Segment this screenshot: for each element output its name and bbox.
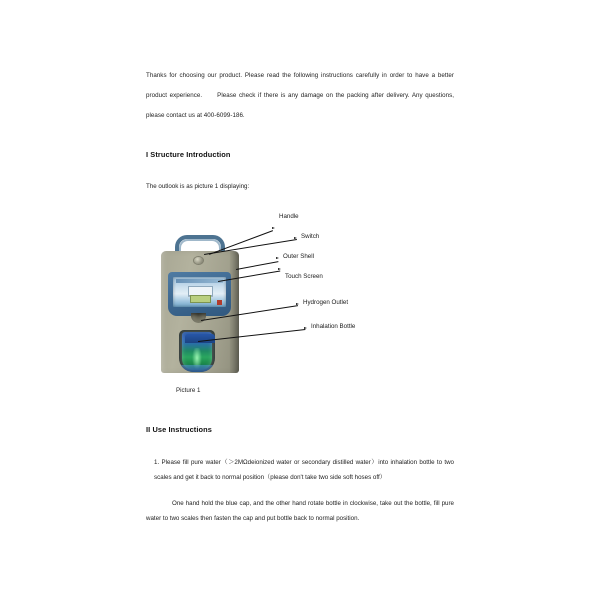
hydrogen-machine-illustration <box>161 235 239 373</box>
structure-lead-line: The outlook is as picture 1 displaying: <box>146 183 250 190</box>
figure-caption: Picture 1 <box>176 387 201 394</box>
callout-label-hydrogen-outlet: Hydrogen Outlet <box>303 299 349 306</box>
spacer <box>146 403 454 425</box>
spacer <box>146 485 454 497</box>
section-heading-use-instructions: II Use Instructions <box>146 425 212 434</box>
leader-arrow-hydrogen-outlet <box>296 303 299 305</box>
device-bottle-recess <box>179 330 215 372</box>
intro-paragraph: Thanks for choosing our product. Please read the following instructions carefully in order to have a better product experience. Please check if there is any damage on the packing after delivery. Any questions, please contact us at 400-6099-186. <box>146 72 454 119</box>
screen-indicator <box>190 295 211 303</box>
callout-label-switch: Switch <box>301 233 320 240</box>
device-screen-bezel <box>168 272 231 316</box>
spacer <box>146 126 454 150</box>
instruction-item-1: 1. Please fill pure water（＞2MΩdeionized water or secondary distilled water）into inhalation bottle to two scales and get it back to normal position（please don't take two side soft hoses off） <box>154 459 454 481</box>
leader-arrow-outer-shell <box>276 257 279 259</box>
leader-arrow-handle <box>272 227 275 229</box>
device-switch <box>194 257 203 264</box>
spacer <box>146 197 454 207</box>
screen-top-bar <box>176 279 223 283</box>
leader-arrow-touch-screen <box>278 268 281 270</box>
screen-red-marker <box>217 300 222 305</box>
callout-label-handle: Handle <box>279 213 299 220</box>
callout-label-outer-shell: Outer Shell <box>283 253 314 260</box>
callout-label-touch-screen: Touch Screen <box>285 273 323 280</box>
leader-arrow-switch <box>294 237 297 239</box>
spacer <box>146 159 454 177</box>
section-heading-structure-introduction: I Structure Introduction <box>146 150 231 159</box>
spacer <box>146 434 454 456</box>
instruction-paragraph-bottle-refill: One hand hold the blue cap, and the other hand rotate bottle in clockwise, take out the bottle, fill pure water to two scales then fasten the cap and put bottle back to normal position. <box>146 500 454 522</box>
leader-line-outer-shell <box>236 261 278 270</box>
bottle-base-ring <box>180 365 214 372</box>
figure-picture-1 <box>146 207 454 403</box>
leader-arrow-inhalation-bottle <box>304 327 307 329</box>
document-content <box>146 66 454 526</box>
callout-label-inhalation-bottle: Inhalation Bottle <box>311 323 356 330</box>
